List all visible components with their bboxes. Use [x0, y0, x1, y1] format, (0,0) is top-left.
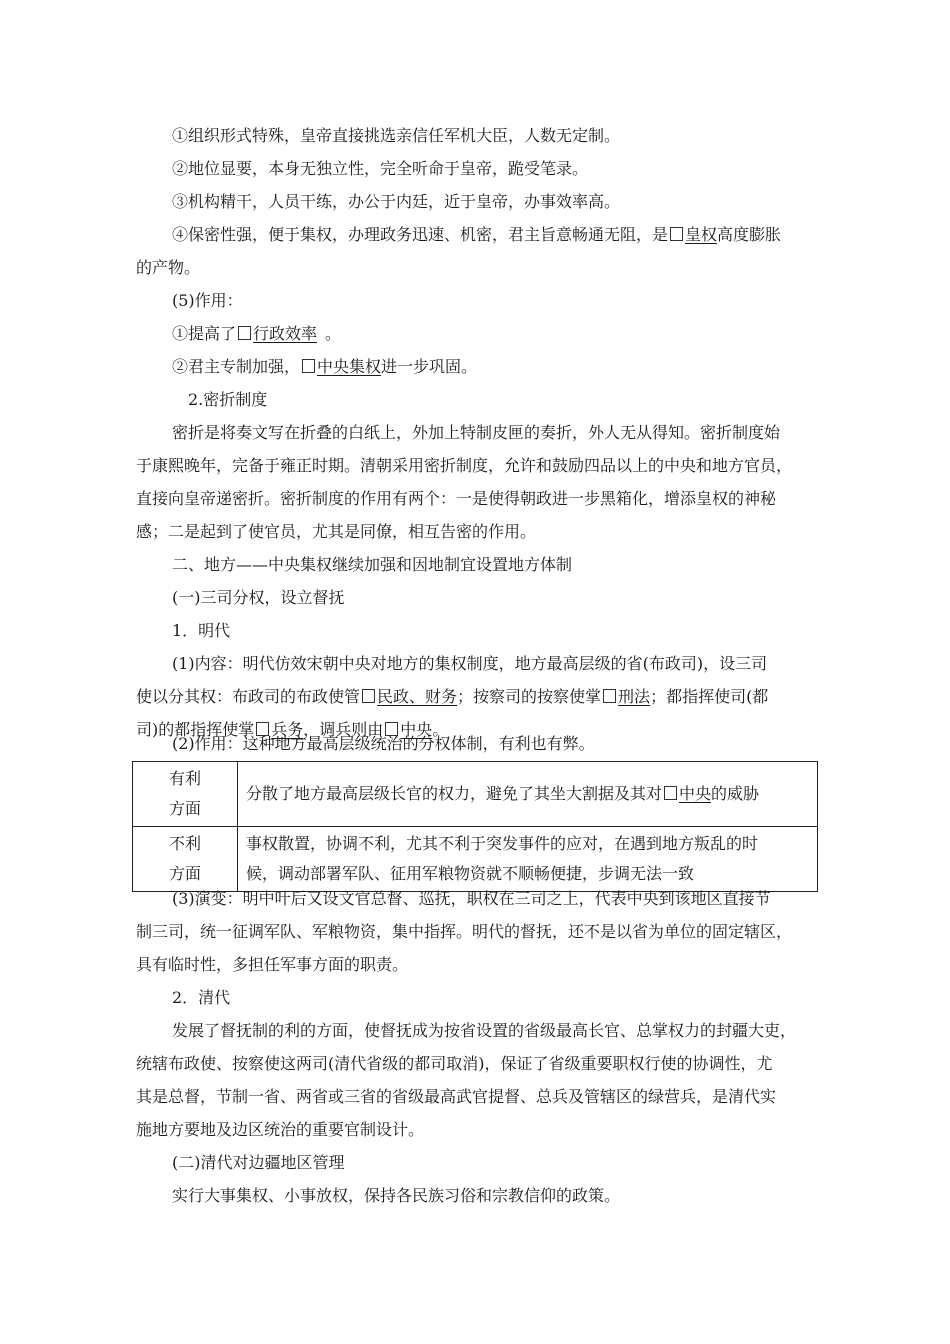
text-span: ，调兵则由 [303, 720, 384, 739]
text-span: ④保密性强，便于集权，办理政务迅速、机密，君主旨意畅通无阻，是 [172, 225, 669, 244]
blank-box-icon [664, 786, 677, 800]
cell-text: 方面 [168, 864, 201, 883]
paragraph-line: 实行大事集权、小事放权，保持各民族习俗和宗教信仰的政策。 [172, 1186, 621, 1205]
blank-box-icon [670, 227, 683, 241]
answer-underline: 兵务 [271, 720, 304, 739]
paragraph-line: 具有临时性，多担任军事方面的职责。 [136, 955, 409, 974]
paragraph-line: 其是总督，节制一省、两省或三省的省级最高武官提督、总兵及管辖区的绿营兵，是清代实 [136, 1087, 777, 1106]
table-header-cell [133, 827, 238, 892]
answer-underline: 中央 [400, 720, 433, 739]
paragraph-line [136, 685, 768, 709]
answer-underline: 中央集权 [317, 357, 382, 376]
subheading: 1．明代 [172, 621, 231, 640]
paragraph-line: ③机构精干，人员干练，办公于内廷，近于皇帝，办事效率高。 [172, 192, 621, 211]
cell-text: 分散了地方最高层级长官的权力，避免了其坐大割据及其对 [246, 784, 663, 803]
cell-text: 不利 [168, 834, 201, 853]
paragraph-line: (2)作用：这种地方最高层级统治的分权体制，有利也有弊。 [172, 734, 595, 753]
subheading: (二)清代对边疆地区管理 [172, 1153, 345, 1172]
cell-text: 方面 [168, 799, 201, 818]
table-row [133, 762, 818, 827]
cell-text: 的威胁 [711, 784, 760, 803]
paragraph-line: 密折是将奏文写在折叠的白纸上，外加上特制皮匣的奏折，外人无从得知。密折制度始 [172, 423, 781, 442]
paragraph-line [172, 223, 781, 247]
answer-underline: 民政、财务 [377, 687, 458, 706]
text-span: 高度膨胀 [717, 225, 782, 244]
text-span: 使以分其权：布政司的布政使管 [136, 687, 361, 706]
paragraph-line: 发展了督抚制的利的方面，使督抚成为按省设置的省级最高长官、总掌权力的封疆大吏， [172, 1021, 797, 1040]
text-span: ②君主专制加强， [172, 357, 301, 376]
blank-box-icon [238, 326, 251, 340]
text-span: 。 [432, 720, 449, 739]
text-span: 。 [325, 324, 342, 343]
text-span: ；都指挥使司(都 [650, 687, 769, 706]
cell-text: 候，调动部署军队、征用军粮物资就不顺畅便捷，步调无法一致 [246, 864, 695, 883]
answer-underline: 中央 [679, 784, 712, 803]
paragraph-line: 于康熙晚年，完备于雍正时期。清朝采用密折制度，允许和鼓励四品以上的中央和地方官员， [136, 456, 793, 475]
paragraph-line: (1)内容：明代仿效宋朝中央对地方的集权制度，地方最高层级的省(布政司)，设三司 [172, 654, 768, 673]
paragraph-line: ②地位显要，本身无独立性，完全听命于皇帝，跪受笔录。 [172, 159, 589, 178]
text-span: ；按察司的按察使掌 [457, 687, 602, 706]
table-row [133, 827, 818, 892]
cell-text: 事权散置，协调不利，尤其不利于突发事件的应对，在遇到地方叛乱的时 [246, 834, 759, 853]
paragraph-line [172, 355, 477, 379]
blank-box-icon [362, 689, 375, 703]
paragraph-line: 直接向皇帝递密折。密折制度的作用有两个：一是使得朝政进一步黑箱化，增添皇权的神秘 [136, 489, 777, 508]
paragraph-line: 感；二是起到了使官员，尤其是同僚，相互告密的作用。 [136, 522, 537, 541]
section-heading: 二、地方——中央集权继续加强和因地制宜设置地方体制 [172, 555, 573, 574]
text-span: 进一步巩固。 [381, 357, 478, 376]
paragraph-line [172, 322, 341, 346]
section-heading: 2.密折制度 [188, 390, 268, 409]
paragraph-line: 统辖布政使、按察使这两司(清代省级的都司取消)，保证了省级重要职权行使的协调性，尤 [136, 1054, 773, 1073]
paragraph-line: 的产物。 [136, 258, 201, 277]
paragraph-line: (3)演变：明中叶后又设文官总督、巡抚，职权在三司之上，代表中央到该地区直接节 [172, 889, 771, 908]
answer-underline: 刑法 [618, 687, 651, 706]
text-span: 司)的都指挥使掌 [136, 720, 255, 739]
subheading: (一)三司分权，设立督抚 [172, 588, 345, 607]
blank-box-icon [302, 359, 315, 373]
cell-text: 有利 [168, 769, 201, 788]
blank-box-icon [603, 689, 616, 703]
table-header-cell [133, 762, 238, 827]
text-span: ①提高了 [172, 324, 237, 343]
paragraph-line: 制三司，统一征调军队、军粮物资，集中指挥。明代的督抚，还不是以省为单位的固定辖区， [136, 922, 793, 941]
paragraph-line: ①组织形式特殊，皇帝直接挑选亲信任军机大臣，人数无定制。 [172, 126, 621, 145]
answer-underline: 行政效率 [253, 324, 318, 343]
subheading: (5)作用： [172, 291, 243, 310]
subheading: 2．清代 [172, 988, 231, 1007]
pros-cons-table [132, 761, 818, 892]
answer-underline: 皇权 [685, 225, 718, 244]
paragraph-line: 施地方要地及边区统治的重要官制设计。 [136, 1120, 425, 1139]
table-cell [238, 762, 818, 827]
table-cell [238, 827, 818, 892]
